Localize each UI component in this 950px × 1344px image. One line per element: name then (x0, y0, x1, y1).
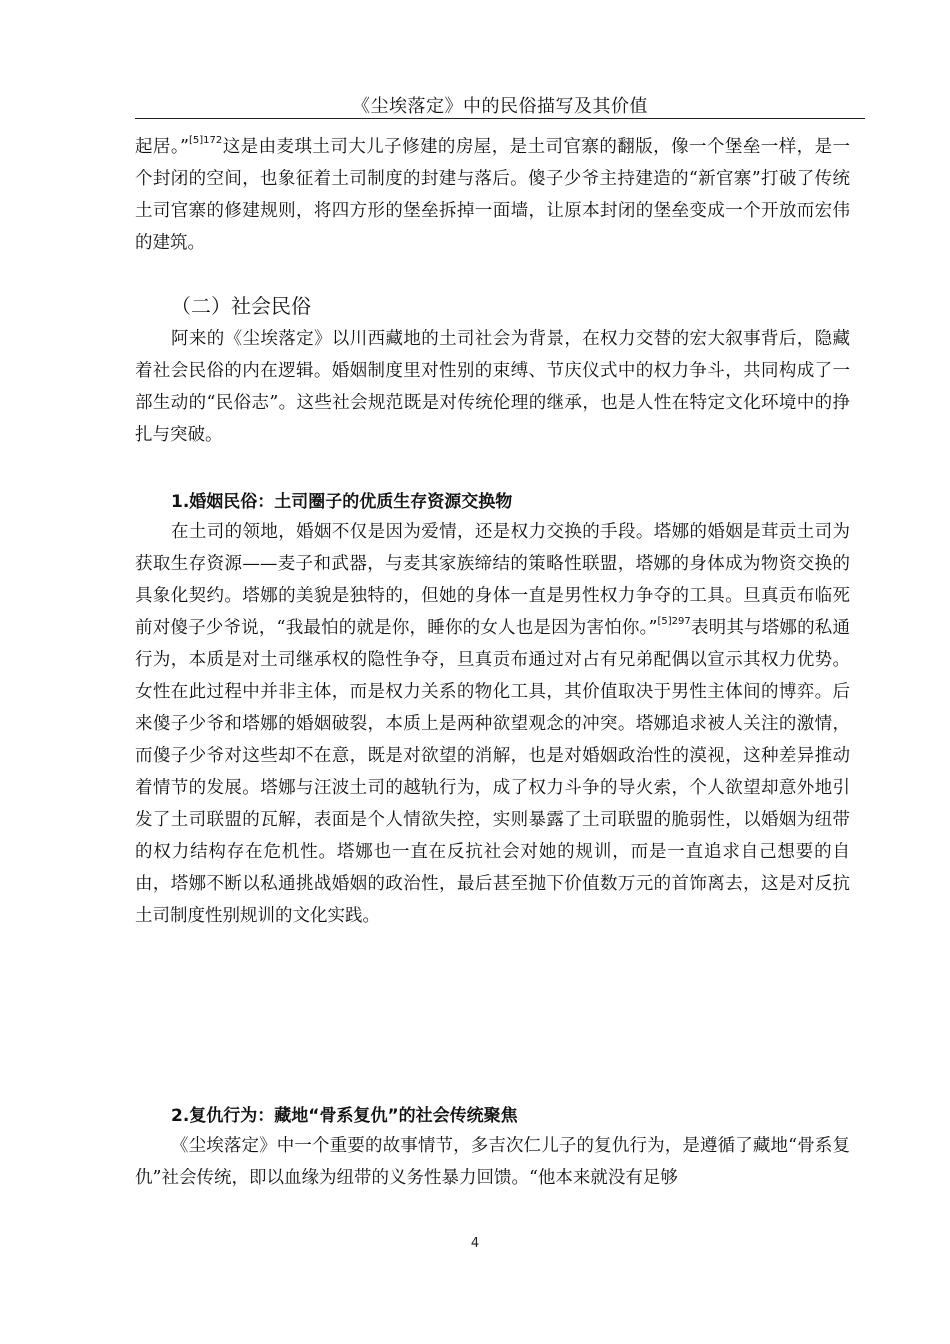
paragraph-marriage-text-2: 表明其与塔娜的私通行为，本质是对土司继承权的隐性争夺，旦真贡布通过对占有兄弟配偶以宣示其权力优势。女性在此过程中并非主体，而是权力关系的物化工具，其价值取决于男性主体间的博弈。后来傻子少爷和塔娜的婚姻破裂，本质上是两种欲望观念的冲突。塔娜追求被人关注的激情，而傻子少爷对这些却不在意，既是对欲望的消解，也是对婚姻政治性的漠视，这种差异推动着情节的发展。塔娜与汪波土司的越轨行为，成了权力斗争的导火索，个人欲望却意外地引发了土司联盟的瓦解，表面是个人情欲失控，实则暴露了土司联盟的脆弱性，以婚姻为纽带的权力结构存在危机性。塔娜也一直在反抗社会对她的规训，而是一直追求自己想要的自由，塔娜不断以私通挑战婚姻的政治性，最后甚至抛下价值数万元的首饰离去，这是对反抗土司制度性别规训的文化实践。 (135, 618, 850, 926)
page-number: 4 (470, 1236, 480, 1251)
paragraph-marriage-text-1: 在土司的领地，婚姻不仅是因为爱情，还是权力交换的手段。塔娜的婚姻是茸贡土司为获取生存资源——麦子和武器，与麦其家族缔结的策略性联盟，塔娜的身体成为物资交换的具象化契约。塔娜的美貌是独特的，但她的身体一直是男性权力争夺的工具。旦真贡布临死前对傻子少爷说，“我最怕的就是你，睡你的女人也是因为害怕你。” (135, 522, 850, 638)
subheading-marriage-customs: 1.婚姻民俗：土司圈子的优质生存资源交换物 (171, 492, 513, 512)
citation-ref: [5]297 (657, 616, 691, 627)
paragraph-intro-text-1: 起居。” (135, 137, 190, 157)
running-header-title: 《尘埃落定》中的民俗描写及其价值 (352, 96, 648, 117)
header-rule (135, 118, 865, 119)
paragraph-revenge: 《尘埃落定》中一个重要的故事情节，多吉次仁儿子的复仇行为，是遵循了藏地“骨系复仇”社会传统，即以血缘为纽带的义务性暴力回馈。“他本来就没有足够 (135, 1136, 850, 1188)
paragraph-social-customs: 阿来的《尘埃落定》以川西藏地的土司社会为背景，在权力交替的宏大叙事背后，隐藏着社会民俗的内在逻辑。婚姻制度里对性别的束缚、节庆仪式中的权力争斗，共同构成了一部生动的“民俗志”。这些社会规范既是对传统伦理的继承，也是人性在特定文化环境中的挣扎与突破。 (135, 329, 850, 445)
paragraph-intro-text-2: 这是由麦琪土司大儿子修建的房屋，是土司官寨的翻版，像一个堡垒一样，是一个封闭的空间，也象征着土司制度的封建与落后。傻子少爷主持建造的“新官寨”打破了传统土司官寨的修建规则，将四方形的堡垒拆掉一面墙，让原本封闭的堡垒变成一个开放而宏伟的建筑。 (135, 137, 851, 253)
subheading-revenge: 2.复仇行为：藏地“骨系复仇”的社会传统聚焦 (171, 1106, 518, 1126)
section-heading-social-customs: （二）社会民俗 (171, 294, 311, 318)
paragraph-marriage (135, 516, 850, 932)
citation-ref: [5]172 (189, 135, 223, 146)
paragraph-intro (135, 131, 850, 259)
